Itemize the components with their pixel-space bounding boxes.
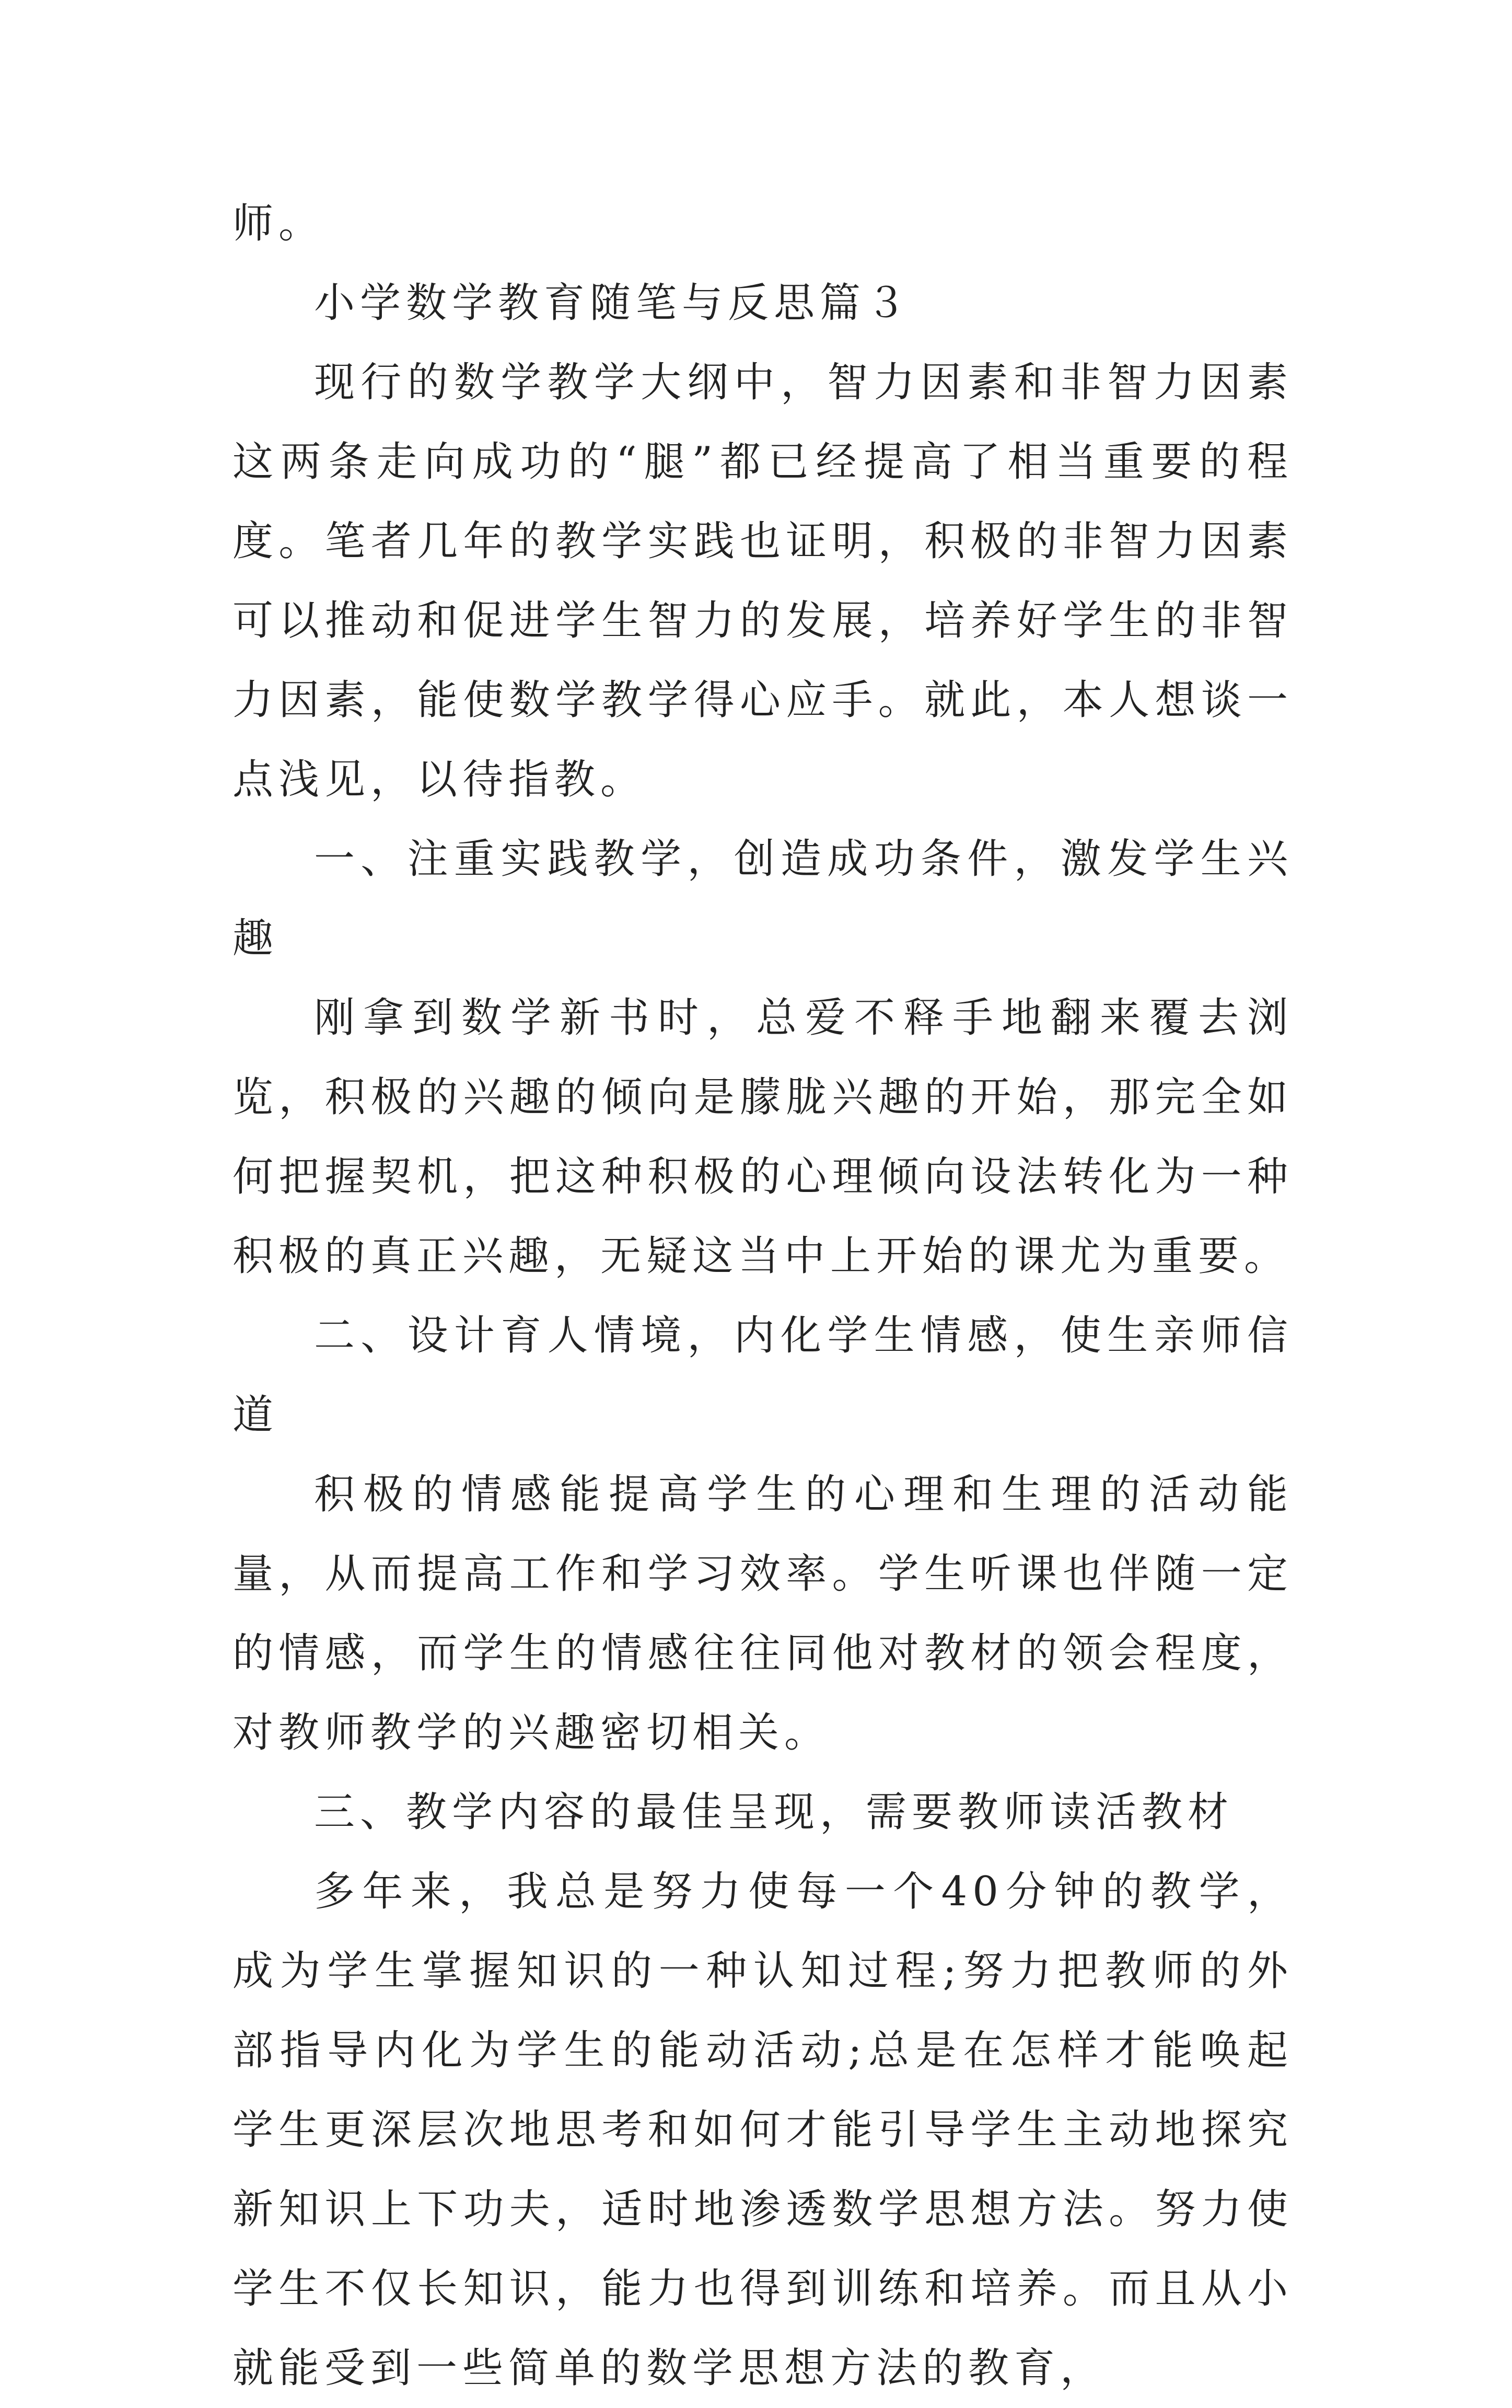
section-heading-2: 二、设计育人情境，内化学生情感，使生亲师信道: [232, 1312, 1293, 1439]
body-paragraph: 多年来，我总是努力使每一个40分钟的教学，成为学生掌握知识的一种认知过程;努力把教师的外部指导内化为学生的能动活动;总是在怎样才能唤起学生更深层次地思考和如何才能引导学生主动地探究新知识上下功夫，适时地渗透数学思想方法。努力使学生不仅长知识，能力也得到训练和培养。而且从小就能受到一些简单的数学思想方法的教育，: [232, 1868, 1293, 2392]
body-paragraph: 积极的情感能提高学生的心理和生理的活动能量，从而提高工作和学习效率。学生听课也伴随一定的情感，而学生的情感往往同他对教材的领会程度，对教师教学的兴趣密切相关。: [232, 1471, 1293, 1756]
body-paragraph: 现行的数学教学大纲中，智力因素和非智力因素这两条走向成功的“腿”都已经提高了相当重要的程度。笔者几年的教学实践也证明，积极的非智力因素可以推动和促进学生智力的发展，培养好学生的非智力因素，能使数学教学得心应手。就此，本人想谈一点浅见，以待指教。: [232, 359, 1293, 803]
section-heading-3: 三、教学内容的最佳呈现，需要教师读活教材: [314, 1789, 1234, 1836]
body-paragraph: 刚拿到数学新书时，总爱不释手地翻来覆去浏览，积极的兴趣的倾向是朦胧兴趣的开始，那完全如何把握契机，把这种积极的心理倾向设法转化为一种积极的真正兴趣，无疑这当中上开始的课尤为重要。: [232, 994, 1293, 1280]
article-title: 小学数学教育随笔与反思篇３: [314, 280, 912, 327]
continuation-paragraph: 师。: [232, 200, 325, 247]
document-body: [232, 184, 1293, 2408]
section-heading-1: 一、注重实践教学，创造成功条件，激发学生兴趣: [232, 836, 1293, 962]
